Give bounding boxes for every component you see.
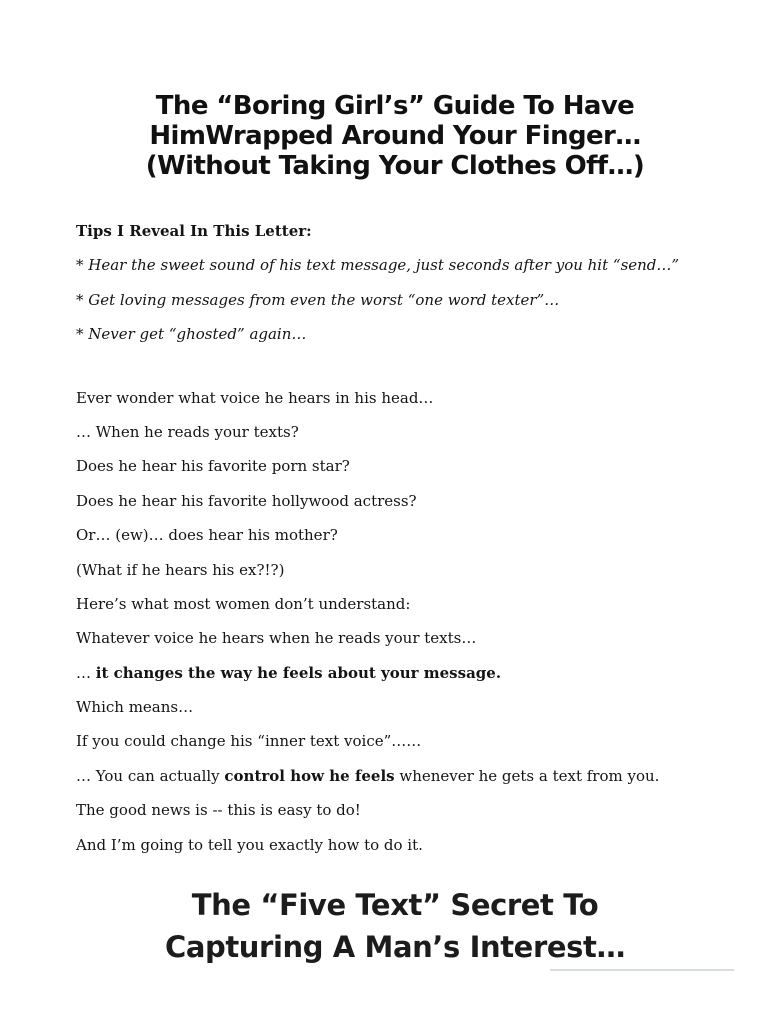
headline-line-1: The “Boring Girl’s” Guide To Have — [155, 91, 635, 121]
body-paragraph: (What if he hears his ex?!?) — [76, 560, 285, 579]
main-headline — [100, 91, 690, 181]
control-prefix: … You can actually — [76, 766, 225, 785]
tips-heading: Tips I Reveal In This Letter: — [76, 222, 312, 240]
body-paragraph: The good news is -- this is easy to do! — [76, 801, 361, 820]
body-paragraph: If you could change his “inner text voice”…… — [76, 732, 422, 751]
emphasis-prefix: … — [76, 663, 96, 682]
headline-line-3: (Without Taking Your Clothes Off…) — [145, 151, 645, 181]
subheadline-line-2: Capturing A Man’s Interest… — [164, 930, 626, 964]
body-paragraph: Does he hear his favorite hollywood actress? — [76, 491, 417, 510]
tip-item-3: * Never get “ghosted” again… — [76, 325, 307, 344]
section-subheadline — [120, 884, 670, 968]
body-paragraph: … When he reads your texts? — [76, 422, 299, 441]
section-spacer — [76, 357, 716, 386]
control-bold-text: control how he feels — [224, 766, 395, 785]
headline-line-2: HimWrapped Around Your Finger… — [149, 121, 641, 151]
body-paragraph: Whatever voice he hears when he reads your texts… — [76, 629, 477, 648]
emphasis-bold-text: it changes the way he feels about your message. — [95, 663, 502, 682]
tip-item-2: * Get loving messages from even the worst “one word texter”… — [76, 290, 560, 309]
body-paragraph: And I’m going to tell you exactly how to do it. — [76, 835, 423, 854]
body-paragraph-emphasis — [76, 661, 716, 695]
body-paragraph: Here’s what most women don’t understand: — [76, 594, 411, 613]
control-suffix: whenever he gets a text from you. — [394, 766, 660, 785]
body-paragraph: Or… (ew)… does hear his mother? — [76, 526, 338, 545]
tip-item-1: * Hear the sweet sound of his text message, just seconds after you hit “send…” — [76, 256, 680, 275]
body-paragraph: Does he hear his favorite porn star? — [76, 457, 350, 476]
letter-body — [76, 219, 716, 867]
body-paragraph-control — [76, 764, 716, 798]
body-paragraph: Ever wonder what voice he hears in his head… — [76, 388, 434, 407]
subheadline-line-1: The “Five Text” Secret To — [191, 888, 599, 922]
body-paragraph: Which means… — [76, 698, 194, 717]
divider-line — [550, 969, 734, 971]
